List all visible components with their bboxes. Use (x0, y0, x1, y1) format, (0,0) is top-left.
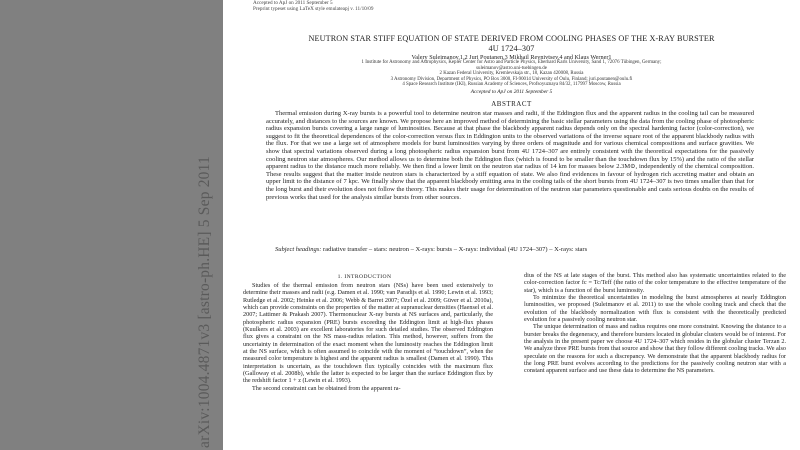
acceptance-note: Accepted to ApJ on 2011 September 5 (470, 89, 553, 95)
affiliation-3: 3 Astronomy Division, Department of Physics, PO Box 3000, FI-90014 University of Oulu, Finland; juri.poutanen@oulu.fi (390, 76, 633, 82)
left-column (243, 282, 493, 392)
left-margin (0, 0, 223, 450)
paper-title (223, 34, 800, 53)
title-line-1: NEUTRON STAR STIFF EQUATION OF STATE DERIVED FROM COOLING PHASES OF THE X-RAY BURSTER (308, 34, 715, 43)
paragraph: The unique determination of mass and radius requires one more constraint. Knowing the distance to a burster breaks the degeneracy, and therefore bursters located in globular clusters would be of interest. For the analysis in the present paper we choose 4U 1724–307 which resides in the globular cluster Terzan 2. We analyze three PRE bursts from that source and show that they follow different cooling tracks. We also speculate on the reasons for such a discrepancy. We demonstrate that the apparent blackbody radius for the long PRE burst evolves according to the predictions for the passively cooling neutron star with a constant apparent surface and use these data to determine the NS parameters. (524, 323, 786, 375)
paper-page (223, 0, 800, 450)
affiliation-1-email: suleimanov@astro.uni-tuebingen.de (476, 65, 547, 71)
abstract-text: Thermal emission during X-ray bursts is a powerful tool to determine neutron star masses and radii, if the Eddington flux and the apparent radius in the cooling tail can be measured accurately, and distances to the sources are known. We propose here an improved method of determining the basic stellar parameters using the data from the cooling phase of photospheric radius expansion bursts covering a large range of luminosities. Because at that phase the blackbody apparent radius depends only on the spectral hardening factor (color-correction), we suggest to fit the theoretical dependences of the color-correction versus flux in Eddington units to the observed variations of the inverse square root of the apparent blackbody radius with the flux. For that we use a large set of atmosphere models for burst luminosities varying by three orders of magnitude and for various chemical compositions and surface gravities. We show that spectral variations observed during a long photospheric radius expansion burst from 4U 1724–307 are entirely consistent with the theoretical expectations for the passively cooling neutron star atmospheres. Our method allows us to determine both the Eddington flux (which is found to be smaller than the touchdown flux by 15%) and the ratio of the stellar apparent radius to the distance much more reliably. We then find a lower limit on the neutron star radius of 14 km for masses below 2.3M⊙, independently of the chemical composition. These results suggest that the matter inside neutron stars is characterized by a stiff equation of state. We also find evidences in favour of hydrogen rich accreting matter and obtain an upper limit to the distance of 7 kpc. We finally show that the apparent blackbody emitting area in the cooling tails of the short bursts from 4U 1724–307 is two times smaller than that for the long burst and their evolution does not follow the theory. This makes their usage for determination of the neutron star parameters questionable and casts serious doubts on the results of previous works that used for the analysis similar bursts from other sources. (266, 110, 754, 201)
paragraph: The second constraint can be obtained from the apparent ra- (252, 384, 401, 392)
preprint-line: Preprint typeset using LaTeX style emulateapj v. 11/10/09 (253, 6, 374, 12)
subject-headings-label: Subject headings: (275, 246, 322, 253)
title-line-2: 4U 1724–307 (488, 43, 535, 53)
right-column (524, 272, 786, 375)
arxiv-stamp: arXiv:1004.4871v3 [astro-ph.HE] 5 Sep 2011 (196, 156, 213, 448)
author-list: Valery Suleimanov,1,2 Juri Poutanen,3 Mikhail Revnivtsev,4 and Klaus Werner1 (411, 54, 612, 61)
abstract-heading: ABSTRACT (491, 100, 532, 108)
affiliation-2: 2 Kazan Federal University, Kremlevskaja str., 18, Kazan 420008, Russia (439, 71, 584, 76)
subject-headings (266, 246, 754, 254)
paragraph: dius of the NS at late stages of the burst. This method also has systematic uncertainties related to the color-correction factor fc = Tc/Teff (the ratio of the color temperature to the effective temperature of the star), which is a function of the burst luminosity. (524, 272, 786, 294)
paragraph: To minimize the theoretical uncertainties in modeling the burst atmospheres at nearly Eddington luminosities, we proposed (Suleimanov et al. 2011) to use the whole cooling track and check that the evolution of the blackbody normalization with flux is consistent with the theoretically predicted evolution for a passively cooling neutron star. (524, 294, 786, 324)
subject-headings-list: radiative transfer – stars: neutron – X-rays: bursts – X-rays: individual (4U 1724–307) – X-rays: stars (323, 246, 588, 253)
paragraph: Studies of the thermal emission from neutron stars (NSs) have been used extensively to determine their masses and radii (e.g. Damen et al. 1990; van Paradijs et al. 1990; Lewin et al. 1993; Rutledge et al. 2002; Heinke et al. 2006; Webb & Barret 2007; Özel et al. 2009; Güver et al. 2010a), which can provide constraints on the properties of the matter at supranuclear densities (Haensel et al. 2007; Lattimer & Prakash 2007). Thermonuclear X-ray bursts at NS surfaces and, particularly, the photospheric radius expansion (PRE) bursts exceeding the Eddington limit at high-flux phases (Kuulkers et al. 2003) are excellent laboratories for such detailed studies. The observed Eddington flux gives a constraint on the NS mass-radius relation. This method, however, suffers from the uncertainty in determination of the exact moment when the luminosity reaches the Eddington limit at the NS surface, which is often assumed to coincide with the moment of “touchdown”, when the measured color temperature is highest and the apparent radius is smallest (Damen et al. 1990). This interpretation is uncertain, as the touchdown flux typically coincides with the maximum flux (Galloway et al. 2008b), while the latter is expected to be larger than the surface Eddington flux by the redshift factor 1 + z (Lewin et al. 1993). (243, 282, 493, 385)
section-heading-introduction: 1. INTRODUCTION (337, 274, 392, 280)
running-header: Accepted to ApJ on 2011 September 5 (253, 0, 333, 6)
affiliation-1: 1 Institute for Astronomy and Astrophysics, Kepler Center for Astro and Particle Physics, Eberhard Karls University, Sand 1, 72076 Tübingen, Germany; (361, 60, 662, 65)
affiliation-4: 4 Space Research Institute (IKI), Russian Academy of Sciences, Profsoyuznaya 84/32, 117997 Moscow, Russia (402, 82, 621, 87)
